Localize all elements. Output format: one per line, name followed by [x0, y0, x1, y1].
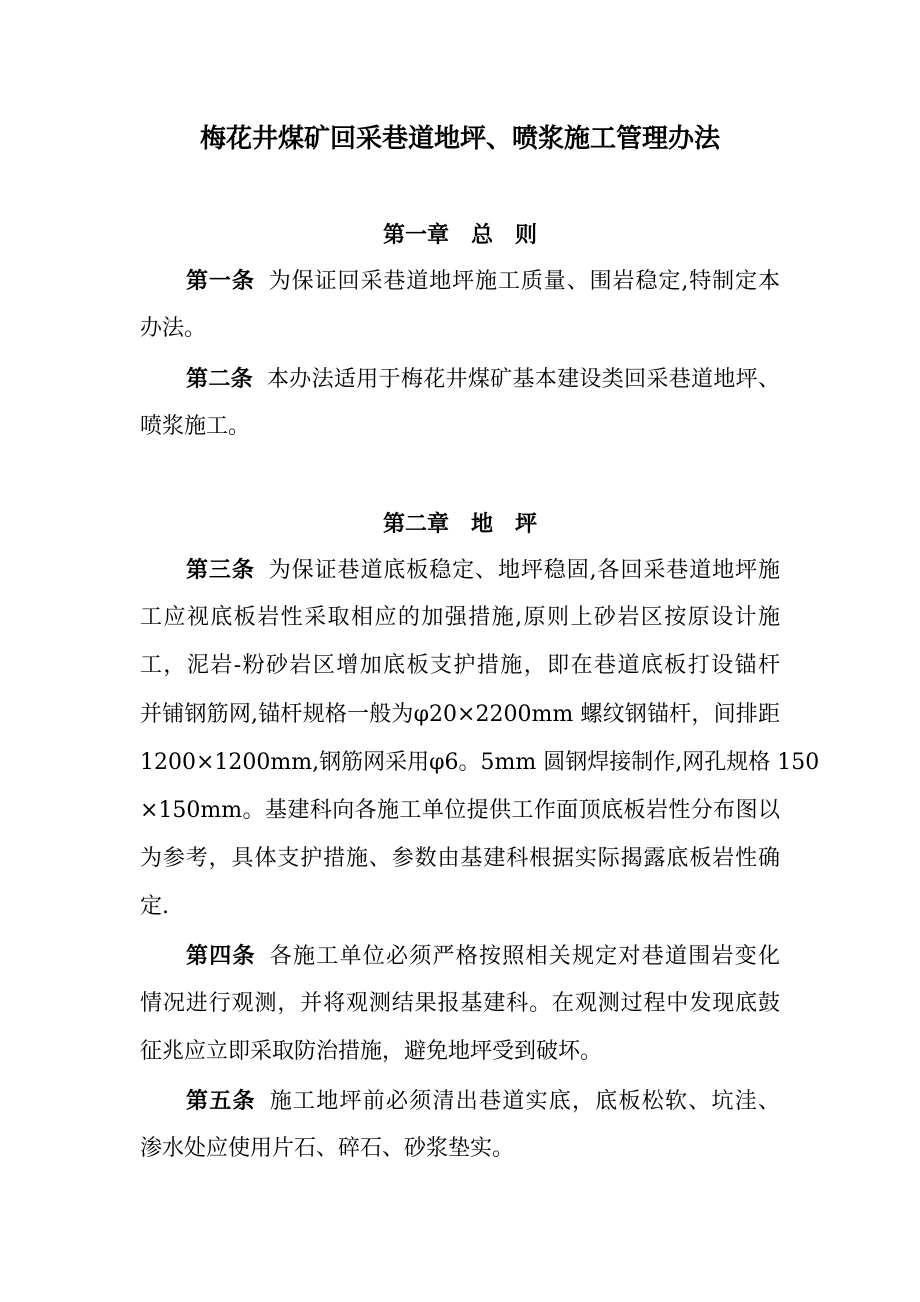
- article-line: [140, 1086, 780, 1116]
- article-line: 征兆应立即采取防治措施，避免地坪受到破坏。: [140, 1039, 603, 1065]
- article-text: 各施工单位必须严格按照相关规定对巷道围岩变化: [269, 944, 780, 969]
- article-line: [140, 364, 780, 394]
- article-line: 办法。: [140, 316, 207, 342]
- article-line: ×150mm。基建科向各施工单位提供工作面顶底板岩性分布图以: [140, 798, 780, 823]
- article-text: 本办法适用于梅花井煤矿基本建设类回采巷道地坪、: [266, 367, 780, 392]
- article-line: 情况进行观测，并将观测结果报基建科。在观测过程中发现底鼓: [140, 991, 780, 1017]
- article-line: 工，泥岩-粉砂岩区增加底板支护措施，即在巷道底板打设锚杆: [140, 653, 780, 679]
- article-label: 第四条: [186, 943, 256, 969]
- article-line: 并铺钢筋网,锚杆规格一般为φ20×2200mm 螺纹钢锚杆，间排距: [140, 701, 780, 727]
- article-text: 施工地坪前必须清出巷道实底，底板松软、坑洼、: [269, 1089, 780, 1114]
- article-line: 渗水处应使用片石、碎石、砂浆垫实。: [140, 1136, 515, 1162]
- article-line: [140, 266, 780, 296]
- article-line: [140, 941, 780, 971]
- article-line: 工应视底板岩性采取相应的加强措施,原则上砂岩区按原设计施: [140, 605, 780, 631]
- article-text: 为保证巷道底板稳定、地坪稳固,各回采巷道地坪施: [268, 558, 780, 583]
- article-label: 第二条: [186, 366, 253, 392]
- article-label: 第五条: [186, 1088, 256, 1114]
- article-line: 喷浆施工。: [140, 414, 251, 440]
- article-text: 为保证回采巷道地坪施工质量、围岩稳定,特制定本: [268, 269, 780, 294]
- article-line: 定.: [140, 894, 169, 920]
- article-line: 1200×1200mm,钢筋网采用φ6。5mm 圆钢焊接制作,网孔规格 150: [140, 749, 820, 775]
- article-line: 为参考，具体支护措施、参数由基建科根据实际揭露底板岩性确: [140, 846, 780, 872]
- document-title: 梅花井煤矿回采巷道地坪、喷浆施工管理办法: [199, 124, 720, 154]
- article-label: 第三条: [186, 557, 255, 583]
- chapter-heading: 第二章 地 坪: [382, 511, 537, 537]
- chapter-heading: 第一章 总 则: [382, 222, 537, 248]
- article-line: [140, 555, 780, 585]
- article-label: 第一条: [186, 268, 255, 294]
